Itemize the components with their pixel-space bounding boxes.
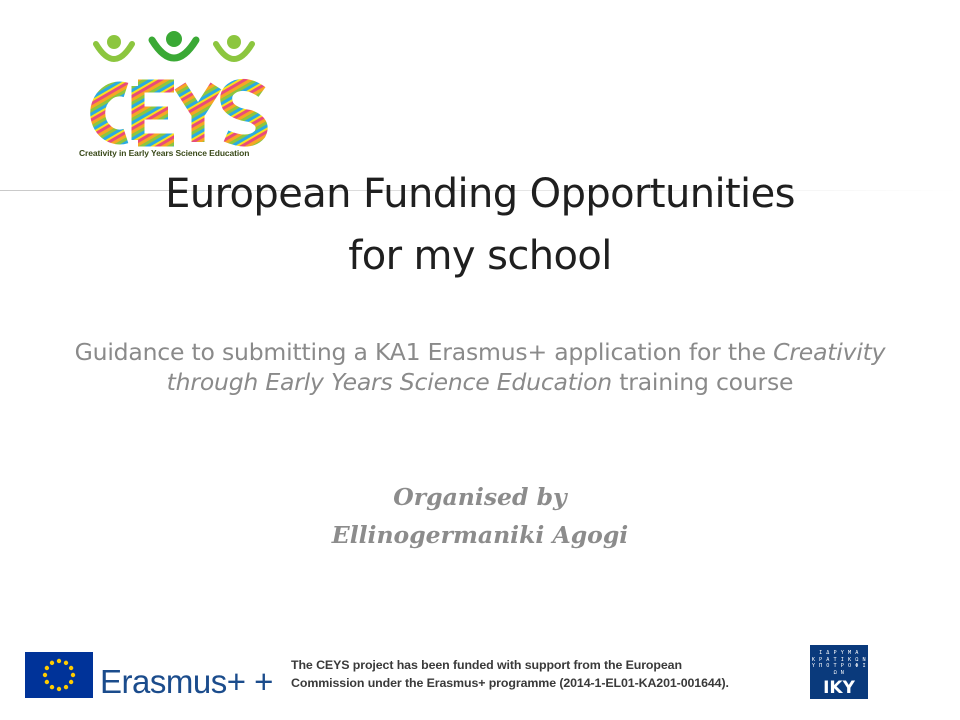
eu-star-icon (57, 659, 61, 663)
disclaimer-line-1: The CEYS project has been funded with support from the European (291, 658, 682, 672)
children-figures-icon (96, 31, 252, 59)
ceys-wordmark (98, 85, 262, 142)
erasmus-wordmark: Erasmus+ + (100, 663, 273, 700)
eu-star-icon (69, 666, 73, 670)
slide-subtitle (40, 337, 920, 397)
ceys-caption: Creativity in Early Years Science Education (79, 148, 250, 158)
eu-star-icon (71, 673, 75, 677)
ceys-logo (76, 30, 272, 162)
title-line-2: for my school (348, 233, 612, 279)
iky-wordmark: IKY (823, 678, 855, 699)
eu-star-icon (43, 673, 47, 677)
eu-star-icon (45, 666, 49, 670)
iky-line-1: Ι Δ Ρ Υ Μ Α (819, 650, 859, 656)
organiser-name: Ellinogermaniki Agogi (331, 521, 629, 549)
eu-star-icon (50, 661, 54, 665)
organiser-block (40, 478, 920, 554)
iky-logo (810, 645, 868, 699)
organiser-label: Organised by (393, 483, 567, 511)
course-name: Creativity through Early Years Science Education (166, 338, 886, 396)
funding-disclaimer (291, 656, 791, 692)
disclaimer-line-2: Commission under the Erasmus+ programme (2014-1-EL01-KA201-001644). (291, 676, 729, 690)
eu-star-icon (64, 661, 68, 665)
title-line-1: European Funding Opportunities (165, 171, 795, 217)
eu-star-icon (69, 680, 73, 684)
subtitle-part-1: Guidance to submitting a KA1 Erasmus+ application for the (74, 338, 766, 366)
eu-star-icon (57, 687, 61, 691)
iky-line-3: Υ Π Ο Τ Ρ Ο Φ Ι Ω Ν (811, 663, 867, 676)
eu-star-icon (50, 685, 54, 689)
slide-title (40, 163, 920, 287)
eu-star-icon (45, 680, 49, 684)
iky-line-2: Κ Ρ Α Τ Ι Κ Ω Ν (811, 656, 867, 663)
eu-flag-icon (25, 652, 93, 698)
eu-star-icon (64, 685, 68, 689)
iky-logo-text (810, 650, 868, 676)
subtitle-part-2: training course (619, 368, 794, 396)
